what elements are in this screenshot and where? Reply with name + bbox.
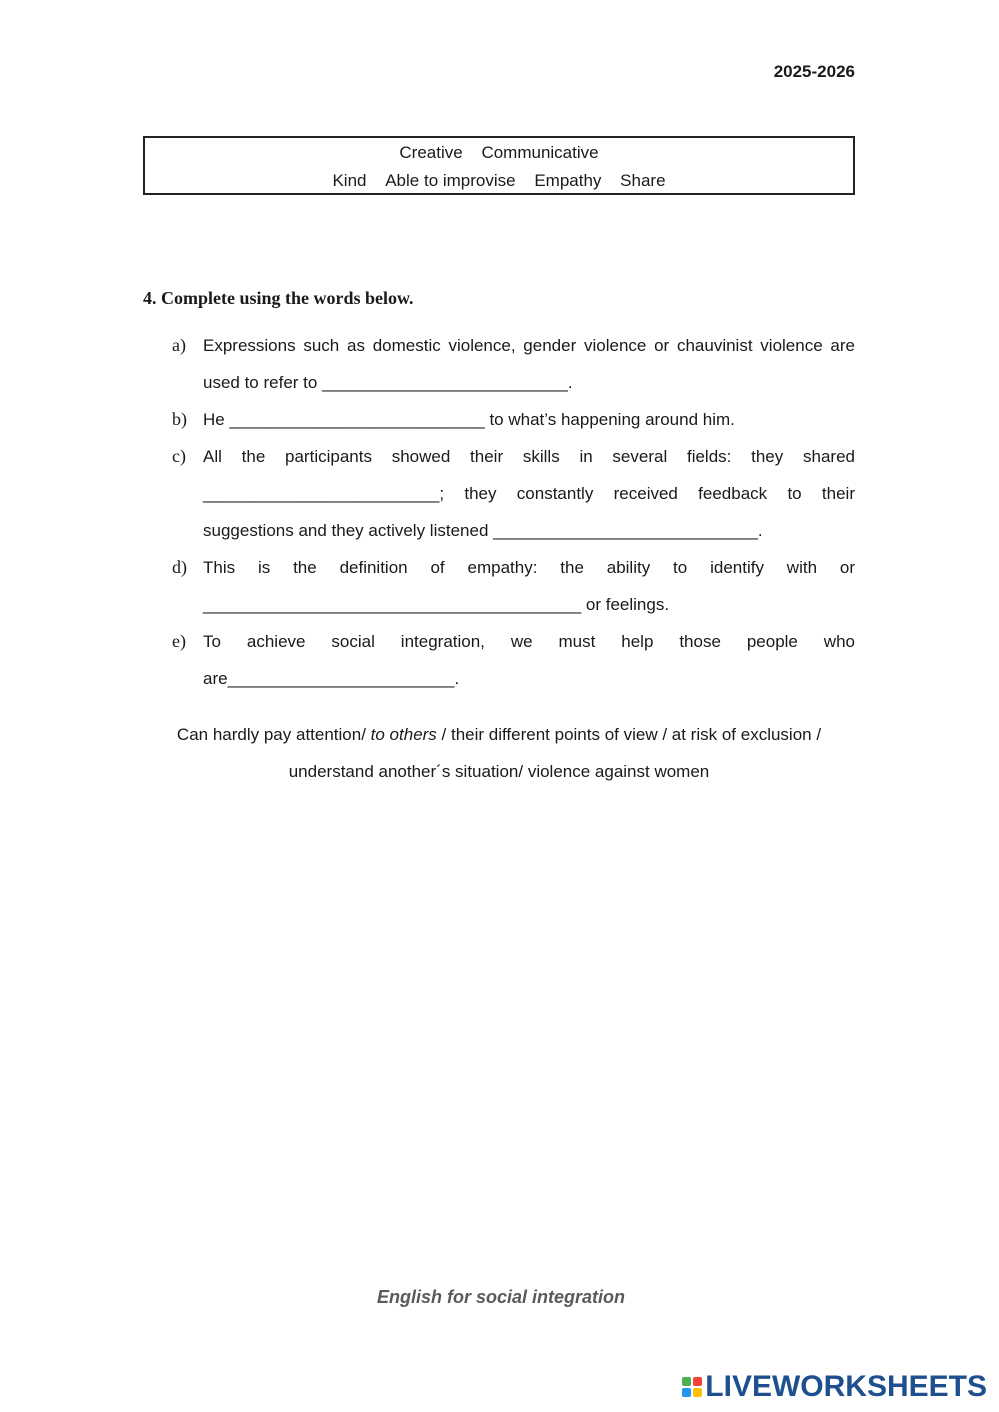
word-bank-part: Can hardly pay attention/	[176, 725, 371, 744]
logo-square-icon	[693, 1388, 702, 1397]
item-letter: a)	[172, 335, 186, 355]
exercise-item-e	[172, 623, 855, 697]
item-text[interactable]: All the participants showed their skills in several fields: they shared _________________________; they constantly received feedback to their suggestions and they actively listened ____________________________.	[203, 447, 855, 540]
liveworksheets-logo	[682, 1372, 987, 1402]
word-bank	[140, 716, 858, 790]
item-letter: b)	[172, 409, 187, 429]
item-letter: d)	[172, 557, 187, 577]
exercise-item-a	[172, 327, 855, 401]
logo-mark-icon	[682, 1377, 702, 1397]
item-text[interactable]: This is the definition of empathy: the ability to identify with or ________________________________________ or feelings.	[203, 558, 855, 614]
word-box	[143, 136, 855, 195]
logo-square-icon	[682, 1377, 691, 1386]
item-text[interactable]: He ___________________________ to what’s happening around him.	[203, 410, 735, 429]
word-box-row-1	[145, 139, 853, 167]
word-option: Creative	[399, 143, 463, 162]
footer-title: English for social integration	[376, 1287, 626, 1307]
logo-square-icon	[693, 1377, 702, 1386]
word-option: Kind	[332, 171, 367, 190]
exercise-item-c	[172, 438, 855, 549]
exercise-title: 4. Complete using the words below.	[143, 288, 414, 308]
word-bank-italic-part: to others	[370, 725, 437, 744]
item-text[interactable]: Expressions such as domestic violence, gender violence or chauvinist violence are used to refer to __________________________.	[203, 336, 855, 392]
word-box-row-2	[145, 167, 853, 195]
word-bank-part: / their different points of view / at risk of exclusion / understand another´s situation/ violence against women	[288, 725, 822, 781]
exercise-item-b	[172, 401, 855, 438]
logo-square-icon	[682, 1388, 691, 1397]
item-letter: e)	[172, 631, 186, 651]
word-option: Share	[620, 171, 666, 190]
word-option: Communicative	[481, 143, 599, 162]
item-text[interactable]: To achieve social integration, we must help those people who are________________________.	[203, 632, 855, 688]
item-letter: c)	[172, 446, 186, 466]
exercise-item-d	[172, 549, 855, 623]
word-option: Empathy	[534, 171, 602, 190]
word-option: Able to improvise	[385, 171, 516, 190]
exercise-items	[172, 327, 855, 697]
logo-text: LIVEWORKSHEETS	[705, 1370, 987, 1403]
year-label: 2025-2026	[773, 62, 855, 81]
